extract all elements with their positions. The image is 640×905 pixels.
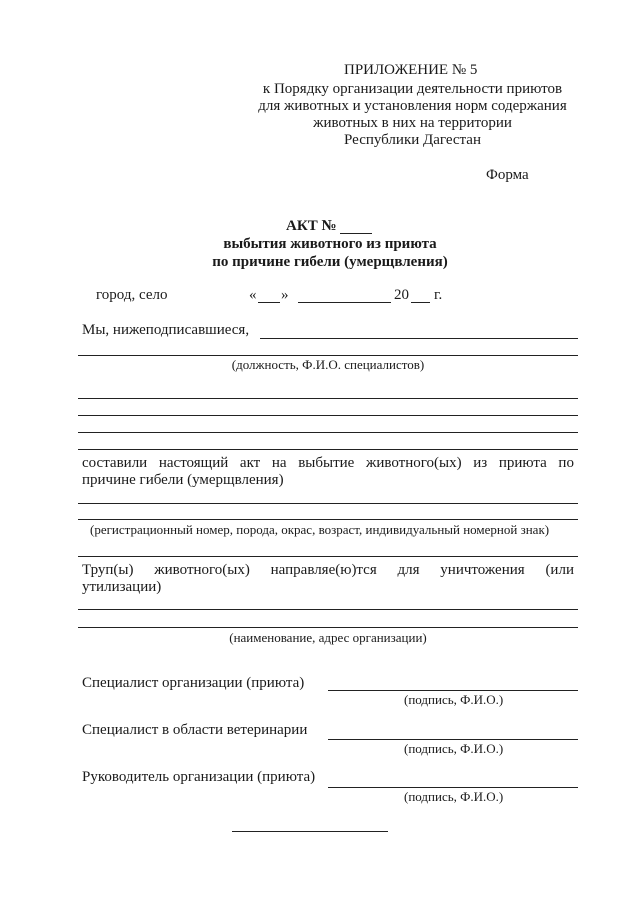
- animal-blank-2[interactable]: [78, 519, 578, 520]
- signature-role-3: Руководитель организации (приюта): [82, 769, 316, 785]
- org-blank-1[interactable]: [78, 609, 578, 610]
- specialists-blank-5[interactable]: [78, 432, 578, 433]
- month-blank[interactable]: [298, 302, 391, 303]
- composed-word: акт: [239, 455, 261, 471]
- year-blank[interactable]: [411, 302, 430, 303]
- signature-blank-2[interactable]: [328, 739, 578, 740]
- day-blank[interactable]: [258, 302, 280, 303]
- corpse-line-2: утилизации): [82, 579, 162, 595]
- act-title-prefix: АКТ №: [286, 218, 337, 234]
- specialists-blank-4[interactable]: [78, 415, 578, 416]
- act-number-blank[interactable]: [340, 233, 372, 234]
- corpse-word: животного(ых): [154, 562, 250, 578]
- act-title-line-3: по причине гибели (умерщвления): [212, 254, 448, 270]
- header-line-3: животных в них на территории: [313, 115, 512, 131]
- corpse-word: для: [397, 562, 420, 578]
- org-hint: (наименование, адрес организации): [229, 630, 427, 645]
- composed-word: из: [473, 455, 488, 471]
- org-blank-2[interactable]: [78, 627, 578, 628]
- header-line-4: Республики Дагестан: [344, 132, 481, 148]
- composed-word: по: [558, 455, 574, 471]
- signature-hint-1: (подпись, Ф.И.О.): [404, 692, 504, 707]
- composed-line-1: [82, 455, 574, 472]
- header-line-1: к Порядку организации деятельности приютов: [262, 81, 563, 97]
- animal-blank-1[interactable]: [78, 503, 578, 504]
- specialists-blank-2[interactable]: [78, 355, 578, 356]
- composed-word: на: [271, 455, 287, 471]
- corpse-word: Труп(ы): [82, 562, 134, 578]
- composed-word: составили: [82, 455, 148, 471]
- signature-role-2: Специалист в области ветеринарии: [82, 722, 308, 738]
- header-line-2: для животных и установления норм содержания: [258, 98, 567, 114]
- specialists-blank-3[interactable]: [78, 398, 578, 399]
- signature-blank-1[interactable]: [328, 690, 578, 691]
- undersigned-label: Мы, нижеподписавшиеся,: [82, 322, 250, 338]
- specialists-blank-6[interactable]: [78, 449, 578, 450]
- specialists-hint: (должность, Ф.И.О. специалистов): [231, 357, 425, 372]
- act-title-line-2: выбытия животного из приюта: [223, 236, 437, 252]
- year-prefix: 20: [394, 287, 409, 303]
- signature-role-1: Специалист организации (приюта): [82, 675, 305, 691]
- composed-word: настоящий: [158, 455, 229, 471]
- signature-hint-3: (подпись, Ф.И.О.): [404, 789, 504, 804]
- animal-hint: (регистрационный номер, порода, окрас, возраст, индивидуальный номерной знак): [90, 522, 550, 537]
- quote-close: »: [281, 287, 289, 303]
- city-label: город, село: [96, 287, 168, 303]
- animal-blank-3[interactable]: [78, 556, 578, 557]
- appendix-title: ПРИЛОЖЕНИЕ № 5: [344, 62, 478, 78]
- year-suffix: г.: [434, 287, 443, 303]
- corpse-line-1: [82, 562, 574, 579]
- form-label: Форма: [486, 167, 529, 183]
- specialists-blank-1[interactable]: [260, 338, 578, 339]
- composed-word: приюта: [498, 455, 547, 471]
- composed-word: животного(ых): [365, 455, 462, 471]
- composed-word: выбытие: [298, 455, 355, 471]
- corpse-word: уничтожения: [440, 562, 525, 578]
- signature-hint-2: (подпись, Ф.И.О.): [404, 741, 504, 756]
- corpse-word: направляе(ю)тся: [270, 562, 377, 578]
- quote-open: «: [249, 287, 257, 303]
- closing-divider: [232, 831, 388, 832]
- composed-line-2: причине гибели (умерщвления): [82, 472, 284, 488]
- corpse-word: (или: [545, 562, 574, 578]
- signature-blank-3[interactable]: [328, 787, 578, 788]
